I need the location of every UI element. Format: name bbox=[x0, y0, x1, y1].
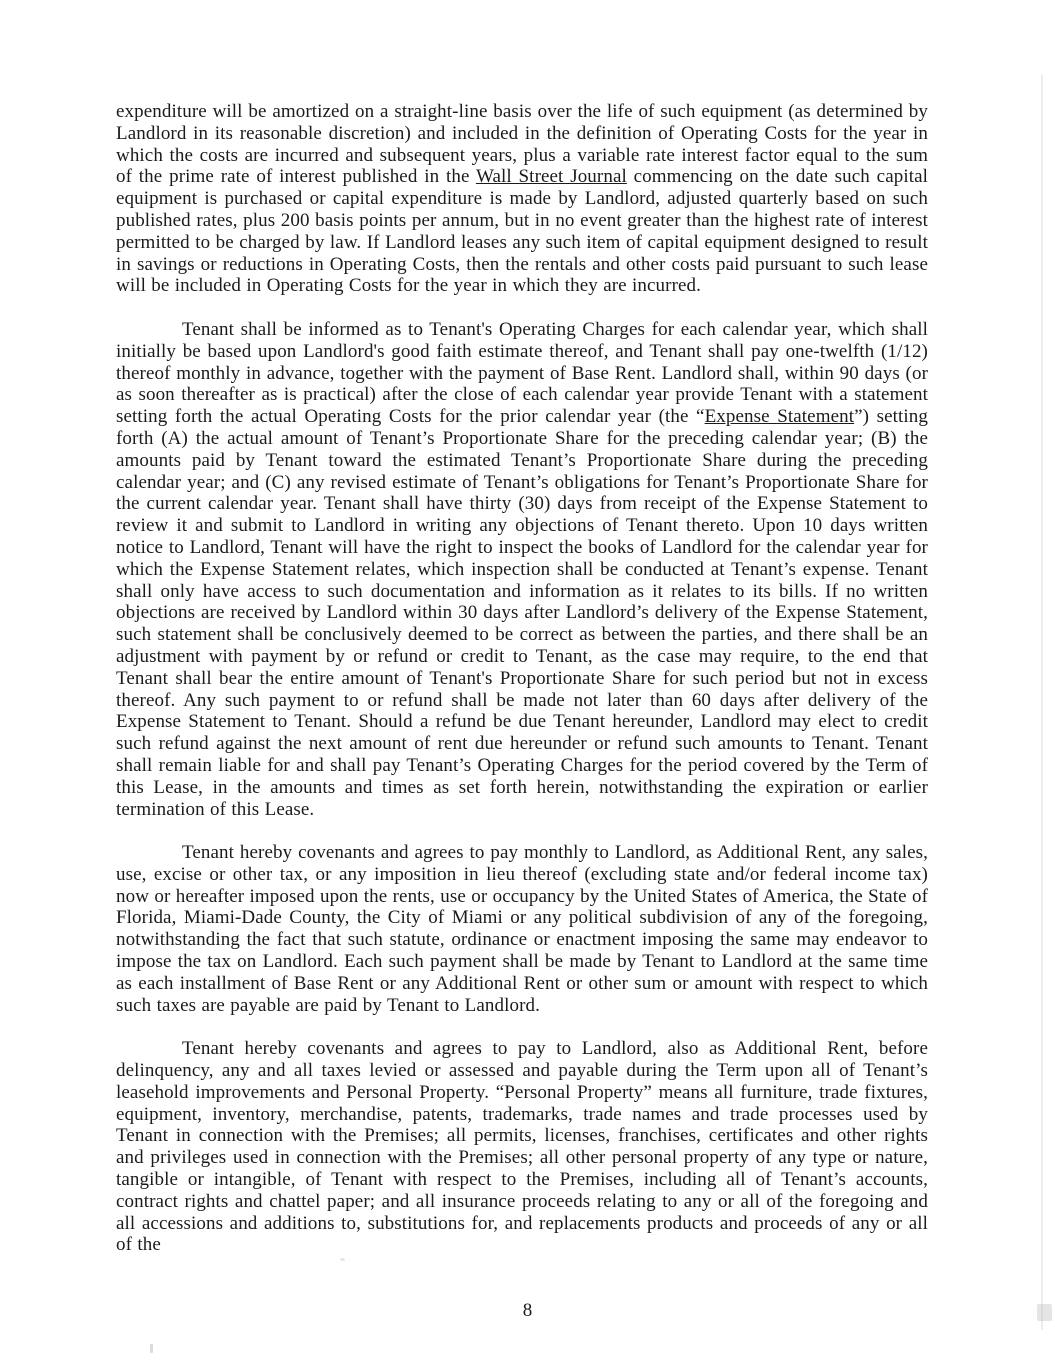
document-text bbox=[116, 101, 928, 1278]
paragraph bbox=[116, 842, 928, 1016]
paragraph bbox=[116, 319, 928, 820]
scan-artifact-speck bbox=[340, 1258, 345, 1261]
paragraph bbox=[116, 1038, 928, 1256]
scan-artifact-edge-line bbox=[1041, 75, 1043, 1330]
underlined-term: Wall Street Journal bbox=[475, 166, 627, 188]
text-segment: expenditure will be amortized on a straight-line basis over the life of such equipment (as determined by Landlord in its reasonable discretion) and included in the definition of Operating Costs for the year in which the costs are incurred and subsequent years, plus a variable rate interest factor equal to the sum of the prime rate of interest published in the bbox=[116, 101, 928, 188]
underlined-term: Expense Statement bbox=[704, 406, 855, 428]
text-segment: commencing on the date such capital equipment is purchased or capital expenditure is made by Landlord, adjusted quarterly based on such published rates, plus 200 basis points per annum, but in no event greater than the highest rate of interest permitted to be charged by law. If Landlord leases any such item of capital equipment designed to result in savings or reductions in Operating Costs, then the rentals and other costs paid pursuant to such lease will be included in Operating Costs for the year in which they are incurred. bbox=[116, 166, 928, 297]
paragraph bbox=[116, 101, 928, 297]
scan-artifact-smudge bbox=[1037, 1304, 1052, 1321]
text-segment: Tenant hereby covenants and agrees to pay to Landlord, also as Additional Rent, before delinquency, any and all taxes levied or assessed and payable during the Term upon all of Tenant’s leasehold improvements and Personal Property. “Personal Property” means all furniture, trade fixtures, equipment, inventory, merchandise, patents, trademarks, trade names and trade processes used by Tenant in connection with the Premises; all permits, licenses, franchises, certificates and other rights and privileges used in connection with the Premises; all other personal property of any type or nature, tangible or intangible, of Tenant with respect to the Premises, including all of Tenant’s accounts, contract rights and chattel paper; and all insurance proceeds relating to any or all of the foregoing and all accessions and additions to, substitutions for, and replacements products and proceeds of any or all of the bbox=[116, 1038, 928, 1256]
text-segment: ”) setting forth (A) the actual amount of Tenant’s Proportionate Share for the preceding calendar year; (B) the amounts paid by Tenant toward the estimated Tenant’s Proportionate Share during the preceding calendar year; and (C) any revised estimate of Tenant’s obligations for Tenant’s Proportionate Share for the current calendar year. Tenant shall have thirty (30) days from receipt of the Expense Statement to review it and submit to Landlord in writing any objections of Tenant thereto. Upon 10 days written notice to Landlord, Tenant will have the right to inspect the books of Landlord for the calendar year for which the Expense Statement relates, which inspection shall be conducted at Tenant’s expense. Tenant shall only have access to such documentation and information as it relates to its bills. If no written objections are received by Landlord within 30 days after Landlord’s delivery of the Expense Statement, such statement shall be conclusively deemed to be correct as between the parties, and there shall be an adjustment with payment by or refund or credit to Tenant, as the case may require, to the end that Tenant shall bear the entire amount of Tenant's Proportionate Share for such period but not in excess thereof. Any such payment to or refund shall be made not later than 60 days after delivery of the Expense Statement to Tenant. Should a refund be due Tenant hereunder, Landlord may elect to credit such refund against the next amount of rent due hereunder or refund such amounts to Tenant. Tenant shall remain liable for and shall pay Tenant’s Operating Charges for the period covered by the Term of this Lease, in the amounts and times as set forth herein, notwithstanding the expiration or earlier termination of this Lease. bbox=[116, 406, 928, 820]
text-segment: Tenant shall be informed as to Tenant's Operating Charges for each calendar year, which shall initially be based upon Landlord's good faith estimate thereof, and Tenant shall pay one-twelfth (1/12) thereof monthly in advance, together with the payment of Base Rent. Landlord shall, within 90 days (or as soon thereafter as is practical) after the close of each calendar year provide Tenant with a statement setting forth the actual Operating Costs for the prior calendar year (the “ bbox=[116, 318, 928, 428]
scan-artifact-speck bbox=[150, 1344, 153, 1353]
page-number: 8 bbox=[522, 1300, 533, 1321]
text-segment: Tenant hereby covenants and agrees to pay monthly to Landlord, as Additional Rent, any sales, use, excise or other tax, or any imposition in lieu thereof (excluding state and/or federal income tax) now or hereafter imposed upon the rents, use or occupancy by the United States of America, the State of Florida, Miami-Dade County, the City of Miami or any political subdivision of any of the foregoing, notwithstanding the fact that such statute, ordinance or enactment imposing the same may endeavor to impose the tax on Landlord. Each such payment shall be made by Tenant to Landlord at the same time as each installment of Base Rent or any Additional Rent or other sum or amount with respect to which such taxes are payable are paid by Tenant to Landlord. bbox=[116, 842, 928, 1016]
